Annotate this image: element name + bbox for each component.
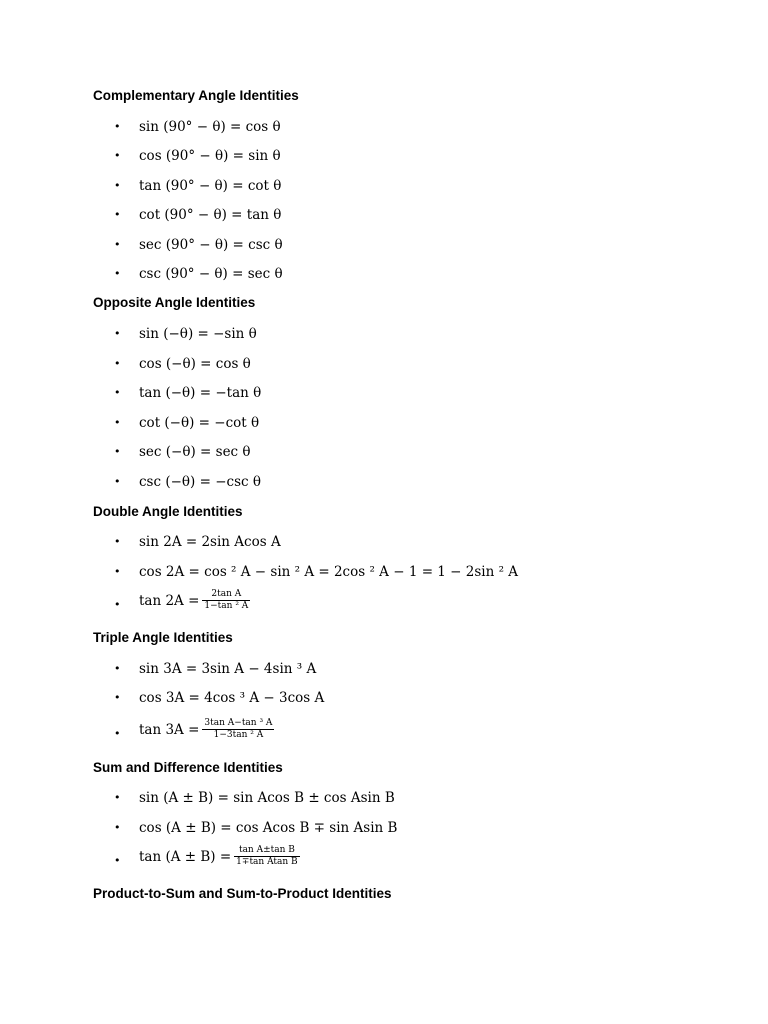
equation: tan (−θ) = −tan θ: [139, 385, 262, 401]
fraction-denominator: 1−tan ² A: [204, 601, 249, 611]
bullet: •: [114, 821, 121, 834]
equation: cos (A ± B) = cos Acos B ∓ sin Asin B: [139, 820, 398, 836]
section-heading-complementary: Complementary Angle Identities: [93, 88, 299, 103]
fraction-numerator: tan A±tan B: [234, 845, 300, 857]
equation: csc (−θ) = −csc θ: [139, 474, 261, 490]
section-heading-double: Double Angle Identities: [93, 504, 243, 519]
equation: cos 3A = 4cos ³ A − 3cos A: [139, 690, 325, 706]
equation: [139, 589, 250, 612]
equation: [139, 845, 300, 868]
equation-lhs: tan 3A =: [139, 721, 200, 738]
fraction: [234, 845, 300, 868]
section-heading-triple: Triple Angle Identities: [93, 630, 233, 645]
bullet: •: [114, 565, 121, 578]
bullet: •: [114, 386, 121, 399]
fraction: [202, 589, 250, 612]
bullet: •: [114, 208, 121, 221]
equation: sin (−θ) = −sin θ: [139, 326, 257, 342]
bullet: •: [114, 791, 121, 804]
bullet: •: [114, 238, 121, 251]
equation: csc (90° − θ) = sec θ: [139, 266, 283, 282]
fraction-numerator: 2tan A: [202, 589, 250, 601]
bullet: •: [114, 357, 121, 370]
bullet: •: [114, 662, 121, 675]
bullet: •: [114, 327, 121, 340]
bullet: •: [114, 416, 121, 429]
bullet: •: [114, 598, 121, 611]
equation: cos 2A = cos ² A − sin ² A = 2cos ² A − 1 = 1 − 2sin ² A: [139, 564, 519, 580]
equation: sin (90° − θ) = cos θ: [139, 119, 281, 135]
equation: sin (A ± B) = sin Acos B ± cos Asin B: [139, 790, 395, 806]
equation: sec (−θ) = sec θ: [139, 444, 251, 460]
fraction: [202, 718, 274, 741]
bullet: •: [114, 854, 121, 867]
bullet: •: [114, 179, 121, 192]
equation: sec (90° − θ) = csc θ: [139, 237, 283, 253]
bullet: •: [114, 535, 121, 548]
bullet: •: [114, 727, 121, 740]
equation: cot (−θ) = −cot θ: [139, 415, 260, 431]
bullet: •: [114, 475, 121, 488]
section-heading-opposite: Opposite Angle Identities: [93, 295, 256, 310]
bullet: •: [114, 120, 121, 133]
equation: cot (90° − θ) = tan θ: [139, 207, 282, 223]
fraction-denominator: 1∓tan Atan B: [236, 857, 298, 867]
bullet: •: [114, 445, 121, 458]
equation: sin 3A = 3sin A − 4sin ³ A: [139, 661, 317, 677]
section-heading-sum-difference: Sum and Difference Identities: [93, 760, 283, 775]
equation: cos (−θ) = cos θ: [139, 356, 251, 372]
equation: tan (90° − θ) = cot θ: [139, 178, 282, 194]
equation: sin 2A = 2sin Acos A: [139, 534, 281, 550]
equation-lhs: tan 2A =: [139, 592, 200, 609]
equation: [139, 718, 274, 741]
section-heading-product-to-sum: Product-to-Sum and Sum-to-Product Identities: [93, 886, 392, 901]
bullet: •: [114, 149, 121, 162]
bullet: •: [114, 691, 121, 704]
equation: cos (90° − θ) = sin θ: [139, 148, 281, 164]
bullet: •: [114, 267, 121, 280]
fraction-denominator: 1−3tan ² A: [213, 730, 264, 740]
fraction-numerator: 3tan A−tan ³ A: [204, 718, 273, 728]
equation-lhs: tan (A ± B) =: [139, 848, 232, 865]
